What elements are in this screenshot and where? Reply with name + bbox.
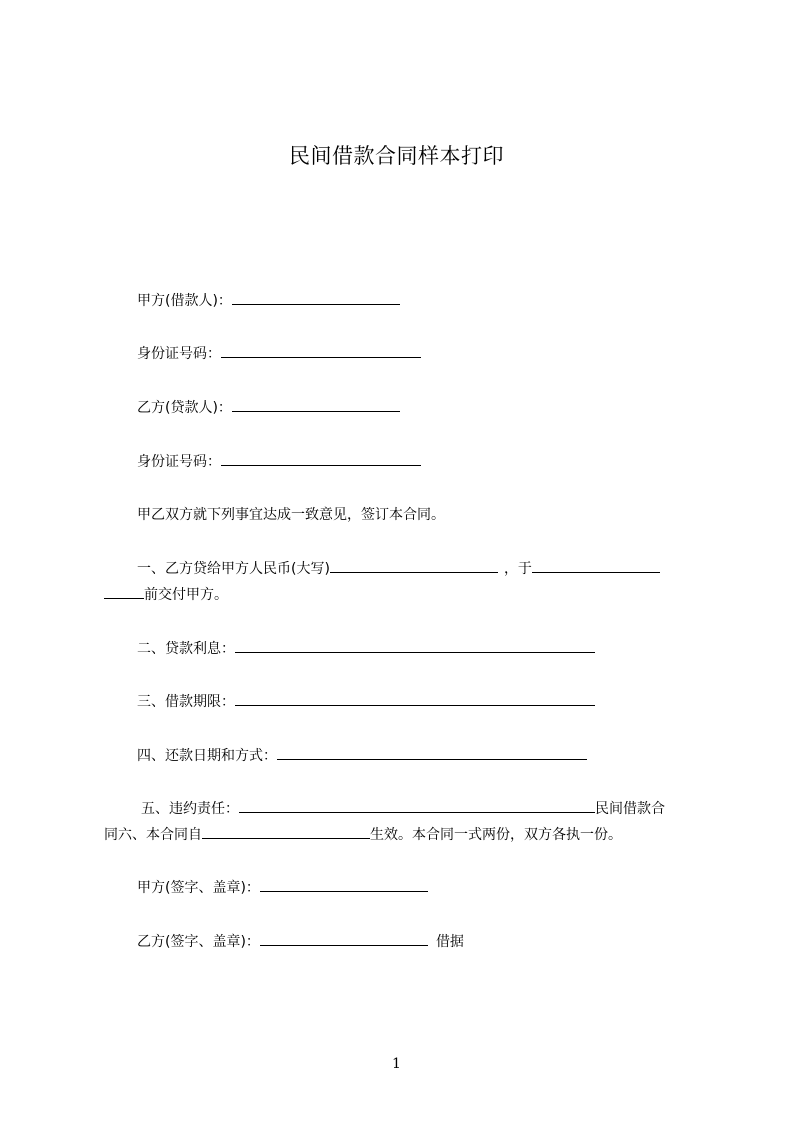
intro-paragraph: 甲乙双方就下列事宜达成一致意见，签订本合同。 (137, 507, 445, 523)
clause-3-label: 三、借款期限： (137, 694, 235, 710)
clause-1-line-2 (104, 584, 228, 605)
receipt-label: 借据 (435, 934, 464, 950)
clause-3-line (137, 691, 595, 712)
clause-1-label: 一、乙方贷给甲方人民币(大写) (137, 561, 330, 577)
id-number-b-line (137, 451, 421, 472)
id-number-a-line (137, 343, 421, 364)
clause-5-label: 五、违约责任： (141, 801, 239, 817)
loan-term-blank[interactable] (235, 691, 595, 706)
sign-a-blank[interactable] (260, 877, 428, 892)
clause-1-tail: 前交付甲方。 (144, 587, 228, 603)
clause-6-line (104, 824, 622, 845)
loan-amount-blank[interactable] (330, 558, 498, 573)
repayment-blank[interactable] (277, 745, 587, 760)
interest-blank[interactable] (235, 638, 595, 653)
id-number-b-label: 身份证号码： (137, 454, 221, 470)
sign-b-line (137, 931, 464, 952)
party-a-label: 甲方(借款人)： (137, 293, 232, 309)
liability-blank[interactable] (239, 798, 595, 813)
party-a-blank[interactable] (232, 290, 400, 305)
clause-4-line (137, 745, 587, 766)
clause-5-line (141, 798, 665, 819)
delivery-date-blank-1[interactable] (532, 558, 660, 573)
sign-a-label: 甲方(签字、盖章)： (137, 880, 260, 896)
id-number-a-blank[interactable] (221, 343, 421, 358)
clause-6-tail: 生效。本合同一式两份，双方各执一份。 (370, 827, 622, 843)
sign-a-line (137, 877, 428, 898)
id-number-b-blank[interactable] (221, 451, 421, 466)
clause-6-label: 同六、本合同自 (104, 827, 202, 843)
clause-5-tail: 民间借款合 (595, 801, 665, 817)
party-b-label: 乙方(贷款人)： (137, 400, 232, 416)
party-b-blank[interactable] (232, 397, 400, 412)
clause-1-line-1 (137, 558, 660, 579)
clause-1-date-label: ，于 (503, 561, 532, 577)
clause-4-label: 四、还款日期和方式： (137, 748, 277, 764)
sign-b-label: 乙方(签字、盖章)： (137, 934, 260, 950)
sign-b-blank[interactable] (260, 931, 428, 946)
page-number: 1 (392, 1056, 401, 1072)
clause-2-label: 二、贷款利息： (137, 641, 235, 657)
party-b-line (137, 397, 400, 418)
effective-date-blank[interactable] (202, 824, 370, 839)
delivery-date-blank-2[interactable] (104, 584, 144, 599)
id-number-a-label: 身份证号码： (137, 346, 221, 362)
clause-2-line (137, 638, 595, 659)
party-a-line (137, 290, 400, 311)
document-title: 民间借款合同样本打印 (289, 144, 504, 168)
